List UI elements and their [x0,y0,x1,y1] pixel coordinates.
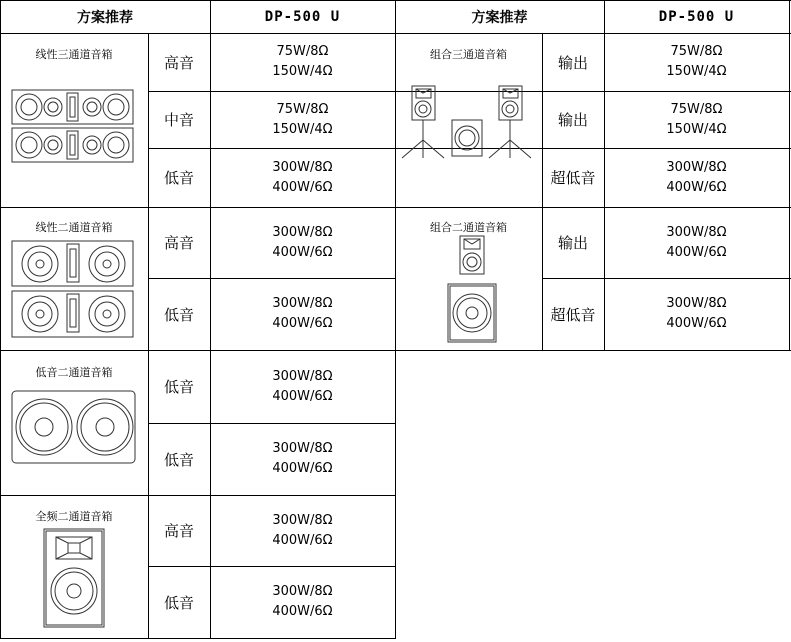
header-model-right: DP-500 U [658,8,735,25]
band-label: 输出 [557,111,588,129]
speaker-name: 组合二通道音箱 [430,221,507,234]
power-value: 300W/8Ω 400W/6Ω [272,441,333,476]
speaker-name: 组合三通道音箱 [430,48,507,61]
band-label: 低音 [163,593,194,612]
header-scheme-right: 方案推荐 [471,9,528,26]
line-array-2way-speaker-icon [12,241,134,339]
band-label: 高音 [163,53,194,72]
power-value: 300W/8Ω 400W/6Ω [666,296,727,331]
band-label: 中音 [163,111,194,129]
band-label: 输出 [557,234,588,252]
power-value: 300W/8Ω 400W/6Ω [666,159,727,195]
speaker-name: 线性二通道音箱 [35,221,113,234]
band-label: 低音 [163,169,194,187]
combo-2way-speaker-icon [448,236,498,344]
power-value: 75W/8Ω 150W/4Ω [272,44,333,79]
band-label: 低音 [163,450,194,469]
power-value: 300W/8Ω 400W/6Ω [272,296,333,331]
speaker-name: 线性三通道音箱 [35,48,113,61]
combo-3way-speaker-icon [402,86,536,160]
header-model-left: DP-500 U [264,8,341,25]
band-label: 低音 [163,305,194,324]
speaker-name: 全频二通道音箱 [35,510,113,523]
header-scheme-left: 方案推荐 [77,9,133,26]
power-value: 300W/8Ω 400W/6Ω [272,224,333,260]
dual-subwoofer-speaker-icon [12,391,136,465]
power-value: 75W/8Ω 150W/4Ω [272,101,333,137]
band-label: 高音 [163,234,194,252]
power-value: 300W/8Ω 400W/6Ω [272,159,333,195]
full-range-speaker-icon [44,529,106,629]
power-value: 300W/8Ω 400W/6Ω [272,512,333,548]
power-value: 300W/8Ω 400W/6Ω [272,584,333,619]
band-label: 超低音 [550,305,596,324]
power-value: 75W/8Ω 150W/4Ω [666,44,727,79]
speaker-name: 低音二通道音箱 [35,366,113,379]
power-value: 300W/8Ω 400W/6Ω [666,224,727,260]
band-label: 超低音 [550,169,596,187]
band-label: 低音 [163,378,194,396]
line-array-3way-speaker-icon [12,90,134,164]
power-value: 300W/8Ω 400W/6Ω [272,368,333,404]
band-label: 高音 [163,522,194,540]
power-value: 75W/8Ω 150W/4Ω [666,101,727,137]
band-label: 输出 [557,53,588,72]
